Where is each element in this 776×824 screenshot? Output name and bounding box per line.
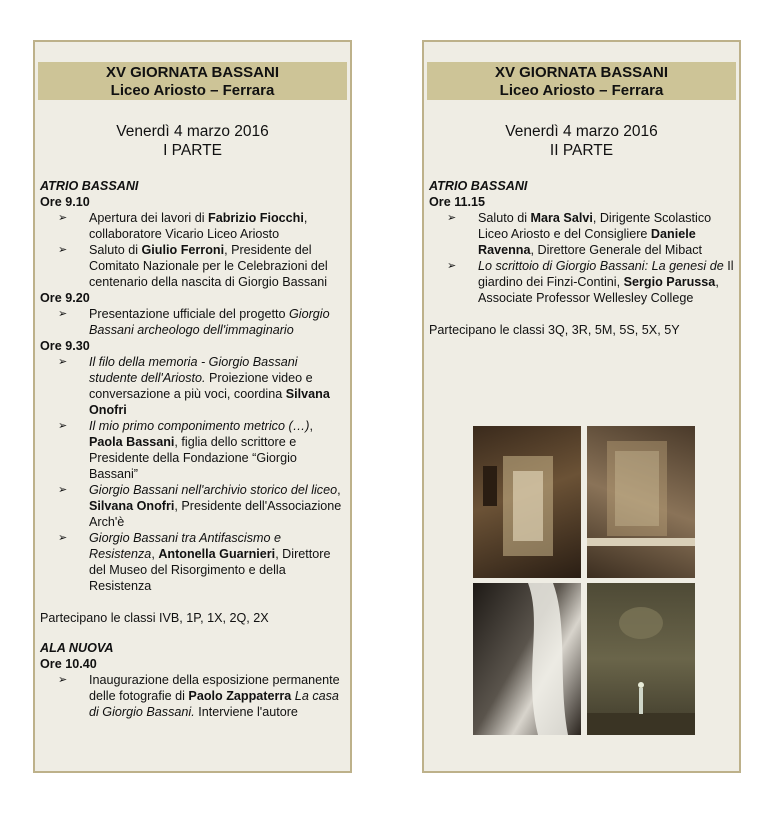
speaker-name: Mara Salvi [530,211,593,225]
part-label: I PARTE [163,142,222,159]
program-item [40,210,345,242]
arrow-bullet-icon: ➢ [58,420,68,432]
speaker-name: Paolo Zappaterra [188,689,292,703]
arrow-bullet-icon: ➢ [447,260,457,272]
arrow-bullet-icon: ➢ [58,356,68,368]
participating-classes: Partecipano le classi 3Q, 3R, 5M, 5S, 5X, 5Y [429,323,680,337]
separator: , [151,547,159,561]
talk-title: Giorgio Bassani nell'archivio storico del liceo [89,483,338,497]
event-title: XV GIORNATA BASSANI [105,64,280,81]
item-text: , Direttore Generale del Mibact [530,243,702,257]
section-heading: ATRIO BASSANI [429,179,528,193]
arrow-bullet-icon: ➢ [58,212,68,224]
speaker-name: Silvana Onofri [89,387,330,417]
venue-title: Liceo Ariosto – Ferrara [499,82,664,99]
item-text: Saluto di [478,211,531,225]
section-heading: ATRIO BASSANI [40,179,139,193]
speaker-name: Antonella Guarnieri [158,547,276,561]
program-list [40,306,345,338]
program-item [40,482,345,530]
venue-title: Liceo Ariosto – Ferrara [110,82,275,99]
event-date: Venerdì 4 marzo 2016 [116,123,269,140]
time-heading: Ore 10.40 [40,657,97,671]
speaker-name: Sergio Parussa [623,275,716,289]
item-text: Presentazione ufficiale del progetto [89,307,289,321]
event-title: XV GIORNATA BASSANI [494,64,669,81]
speaker-name: Daniele Ravenna [478,227,696,257]
program-list [40,210,345,290]
arrow-bullet-icon: ➢ [58,484,68,496]
item-text: , Presidente del Comitato Nazionale per le Celebrazioni del centenario della nascita di Giorgio Bassani [89,243,328,289]
item-text: Il giardino dei Finzi-Contini, [478,259,734,289]
time-heading: Ore 11.15 [429,195,486,209]
program-item [429,210,734,258]
separator: , [337,483,341,497]
separator: , [309,419,313,433]
item-text: , Presidente dell'Associazione Arch'è [89,499,342,529]
speaker-name: Giulio Ferroni [141,243,225,257]
photo-interior-doorway [473,426,581,578]
program-list [40,672,345,720]
talk-title: Giorgio Bassani tra Antifascismo e Resistenza [89,531,282,561]
item-text: Interviene l'autore [194,705,298,719]
program-list [429,210,734,306]
program-panel-part-1 [33,40,352,773]
program-panel-part-2 [422,40,741,773]
item-text: , Dirigente Scolastico Liceo Ariosto e del Consigliere [478,211,712,241]
photo-vase-flower [587,583,695,735]
program-item [40,672,345,720]
talk-title: Il filo della memoria - Giorgio Bassani studente dell'Ariosto. [89,355,298,385]
program-item [40,354,345,418]
speaker-name: Fabrizio Fiocchi [208,211,304,225]
arrow-bullet-icon: ➢ [58,244,68,256]
program-item [40,242,345,290]
item-text: Saluto di [89,243,142,257]
item-text: Apertura dei lavori di [89,211,209,225]
program-item [429,258,734,306]
arrow-bullet-icon: ➢ [58,674,68,686]
arrow-bullet-icon: ➢ [58,532,68,544]
photo-mirror-room [587,426,695,578]
item-text: , collaboratore Vicario Liceo Ariosto [89,211,308,241]
speaker-name: Paola Bassani [89,435,175,449]
time-heading: Ore 9.10 [40,195,90,209]
date-block [424,122,739,160]
part-label: II PARTE [549,142,614,159]
time-heading: Ore 9.30 [40,339,90,353]
program-list [40,354,345,594]
program-body [429,178,734,338]
item-text: Inaugurazione della esposizione permanente delle fotografie di [89,673,340,703]
program-body [40,178,345,720]
arrow-bullet-icon: ➢ [447,212,457,224]
item-text: , Associate Professor Wellesley College [478,275,719,305]
time-heading: Ore 9.20 [40,291,90,305]
photo-collage [473,426,695,736]
panel-header [38,62,347,100]
talk-title: Lo scrittoio di Giorgio Bassani: La genesi de [478,259,724,273]
arrow-bullet-icon: ➢ [58,308,68,320]
item-text: , figlia dello scrittore e Presidente della Fondazione “Giorgio Bassani” [89,435,297,481]
section-heading: ALA NUOVA [40,641,114,655]
exhibition-title: La casa di Giorgio Bassani. [89,689,339,719]
item-text: Proiezione video e conversazione a più voci, coordina [89,371,313,401]
speaker-name: Silvana Onofri [89,499,175,513]
project-title: Giorgio Bassani archeologo dell'immaginario [89,307,330,337]
participating-classes: Partecipano le classi IVB, 1P, 1X, 2Q, 2X [40,611,269,625]
event-date: Venerdì 4 marzo 2016 [505,123,658,140]
program-item [40,530,345,594]
photo-curtain-window [473,583,581,735]
program-item [40,306,345,338]
talk-title: Il mio primo componimento metrico (…) [89,419,310,433]
program-item [40,418,345,482]
panel-header [427,62,736,100]
date-block [35,122,350,160]
item-text: , Direttore del Museo del Risorgimento e della Resistenza [89,547,331,593]
